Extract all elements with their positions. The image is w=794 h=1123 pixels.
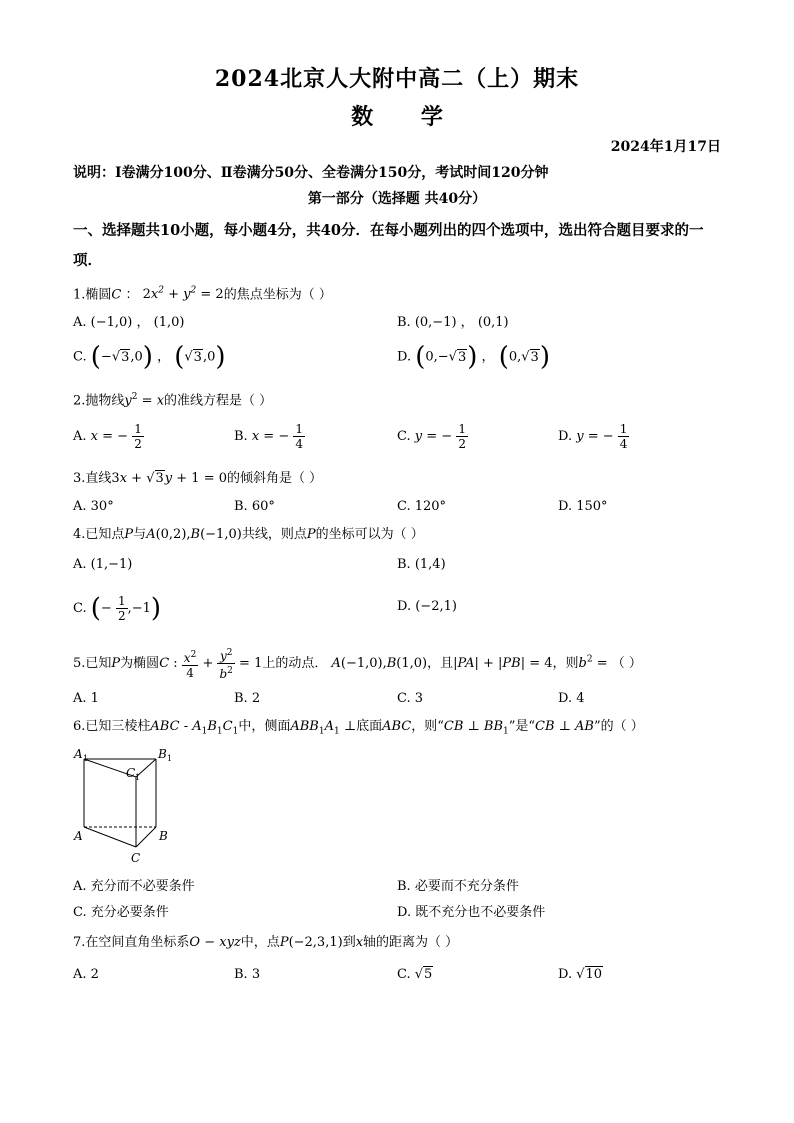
option-c: C. (− $\frac{1}{2}$ ,−1) — [73, 593, 162, 624]
math-expression: C — [111, 287, 122, 303]
vertex-label: B — [158, 747, 167, 761]
option-b: B. 60° — [234, 499, 275, 514]
exam-date: 2024年1月17日 — [610, 139, 721, 155]
question-number: 1. — [73, 287, 86, 303]
option-a: A. 充分而不必要条件 — [73, 879, 195, 894]
vertex-label: A — [74, 829, 83, 843]
vertex-label: B — [159, 829, 168, 843]
option-a: A. (1,−1) — [73, 557, 133, 572]
vertex-label: 1 — [167, 754, 173, 763]
option-b: B. (0,−1) ， (0,1) — [397, 315, 509, 330]
question-7: 7.在空间直角坐标系O − xyz中，点P(−2,3,1)到x轴的距离为（ ） — [73, 935, 459, 950]
exam-note: 说明：Ⅰ卷满分100分、Ⅱ卷满分50分、全卷满分150分，考试时间120分钟 — [73, 165, 549, 181]
option-d: D. y = − $\frac{1}{4}$ — [558, 422, 628, 451]
option-c: C. y = − $\frac{1}{2}$ — [397, 422, 466, 451]
math-expression: $2x^2 + y^2 = 2$ — [142, 286, 224, 303]
option-c: C. √5 — [397, 967, 433, 982]
option-a: A. 30° — [73, 499, 114, 514]
vertex-label: C — [126, 766, 136, 780]
option-a: A. x = − $\frac{1}{2}$ — [73, 422, 142, 451]
option-d: D. (−2,1) — [397, 599, 457, 614]
prism-figure — [70, 745, 200, 867]
question-5: 5.已知P为椭圆C : $\frac{x^2}{4}$ + $\frac{y^2}{b^2}$ = 1上的动点． A(−1,0),B(1,0)，且|PA| + |PB| = 4，则$b^2$ = （ ） — [73, 648, 642, 681]
exam-title: 2024北京人大附中高二（上）期末 — [214, 66, 580, 92]
vertex-label: C — [131, 851, 141, 865]
option-c: C. 充分必要条件 — [73, 905, 169, 920]
section-instructions: 一、选择题共10小题，每小题4分，共40分．在每小题列出的四个选项中，选出符合题目要求的一项． — [73, 222, 704, 269]
vertex-label: 1 — [135, 773, 141, 782]
question-4: 4.已知点P与A(0,2),B(−1,0)共线，则点P的坐标可以为（ ） — [73, 527, 424, 542]
exam-subject: 数 学 — [351, 104, 443, 130]
option-b: B. 3 — [234, 967, 261, 982]
option-c: C. 120° — [397, 499, 447, 514]
option-b: B. 必要而不充分条件 — [397, 879, 519, 894]
option-d: D. 150° — [558, 499, 608, 514]
question-2: 2.抛物线$y^2 = x$的准线方程是（ ） — [73, 392, 273, 409]
question-text: 的焦点坐标为（ ） — [223, 287, 332, 303]
option-a: A. (−1,0) ， (1,0) — [73, 315, 185, 330]
option-d: D. 4 — [558, 691, 585, 706]
vertex-label: A — [74, 747, 83, 761]
option-a: A. 2 — [73, 967, 99, 982]
option-c: C. (−√3,0) ， (√3,0) — [73, 342, 226, 372]
option-d: D. √10 — [558, 967, 603, 982]
question-text: 椭圆 — [85, 287, 112, 303]
option-a: A. 1 — [73, 691, 99, 706]
vertex-label: 1 — [83, 754, 89, 763]
option-d: D. 既不充分也不必要条件 — [397, 905, 546, 920]
question-1: 1.椭圆C ： $2x^2 + y^2 = 2$的焦点坐标为（ ） — [73, 286, 332, 303]
option-c: C. 3 — [397, 691, 424, 706]
question-6: 6.已知三棱柱ABC - $A_1B_1C_1$中，侧面$ABB_1A_1$ ⊥底面ABC，则“CB ⊥ $BB_1$”是“CB ⊥ AB”的（ ） — [73, 719, 644, 737]
question-3: 3.直线3x + √3y + 1 = 0的倾斜角是（ ） — [73, 471, 323, 486]
option-b: B. 2 — [234, 691, 261, 706]
option-d: D. (0,−√3) ， (0,√3) — [397, 342, 550, 372]
option-b: B. (1,4) — [397, 557, 446, 572]
option-b: B. x = − $\frac{1}{4}$ — [234, 422, 303, 451]
part-heading: 第一部分（选择题 共40分） — [307, 191, 487, 207]
